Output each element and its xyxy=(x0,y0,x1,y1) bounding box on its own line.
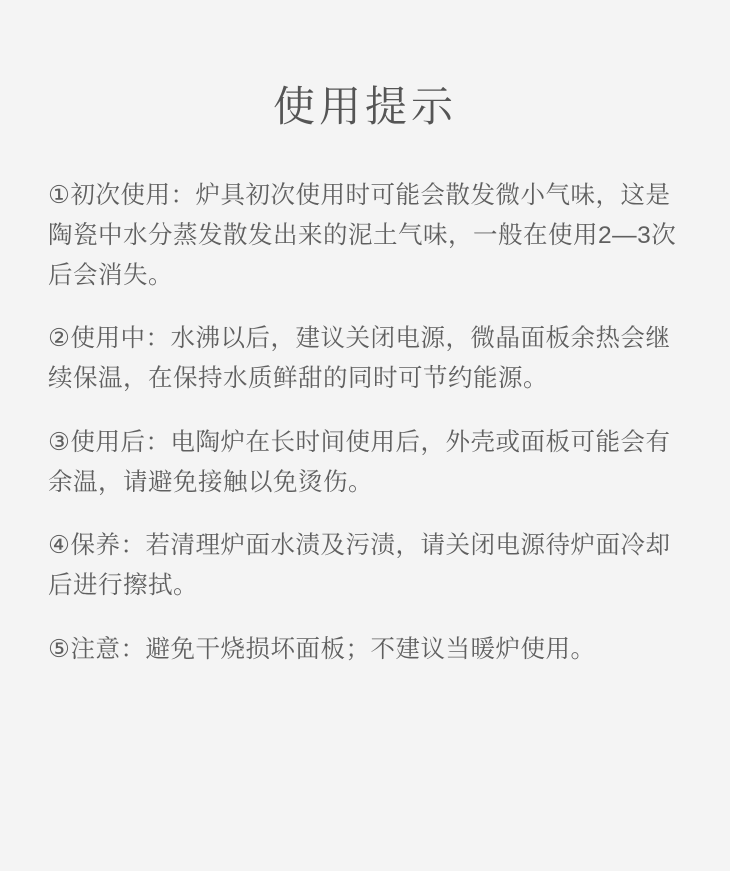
list-item: ②使用中：水沸以后，建议关闭电源，微晶面板余热会继续保温，在保持水质鲜甜的同时可节约能源。 xyxy=(48,325,671,393)
list-item: ③使用后：电陶炉在长时间使用后，外壳或面板可能会有余温，请避免接触以免烫伤。 xyxy=(48,428,671,496)
list-item: ①初次使用：炉具初次使用时可能会散发微小气味，这是陶瓷中水分蒸发散发出来的泥土气味，一般在使用2—3次后会消失。 xyxy=(48,182,677,289)
tips-list xyxy=(0,132,730,669)
list-item: ⑤注意：避免干烧损坏面板；不建议当暖炉使用。 xyxy=(48,635,596,663)
list-item: ④保养：若清理炉面水渍及污渍，请关闭电源待炉面冷却后进行擦拭。 xyxy=(48,532,671,599)
page-title: 使用提示 xyxy=(272,83,457,130)
